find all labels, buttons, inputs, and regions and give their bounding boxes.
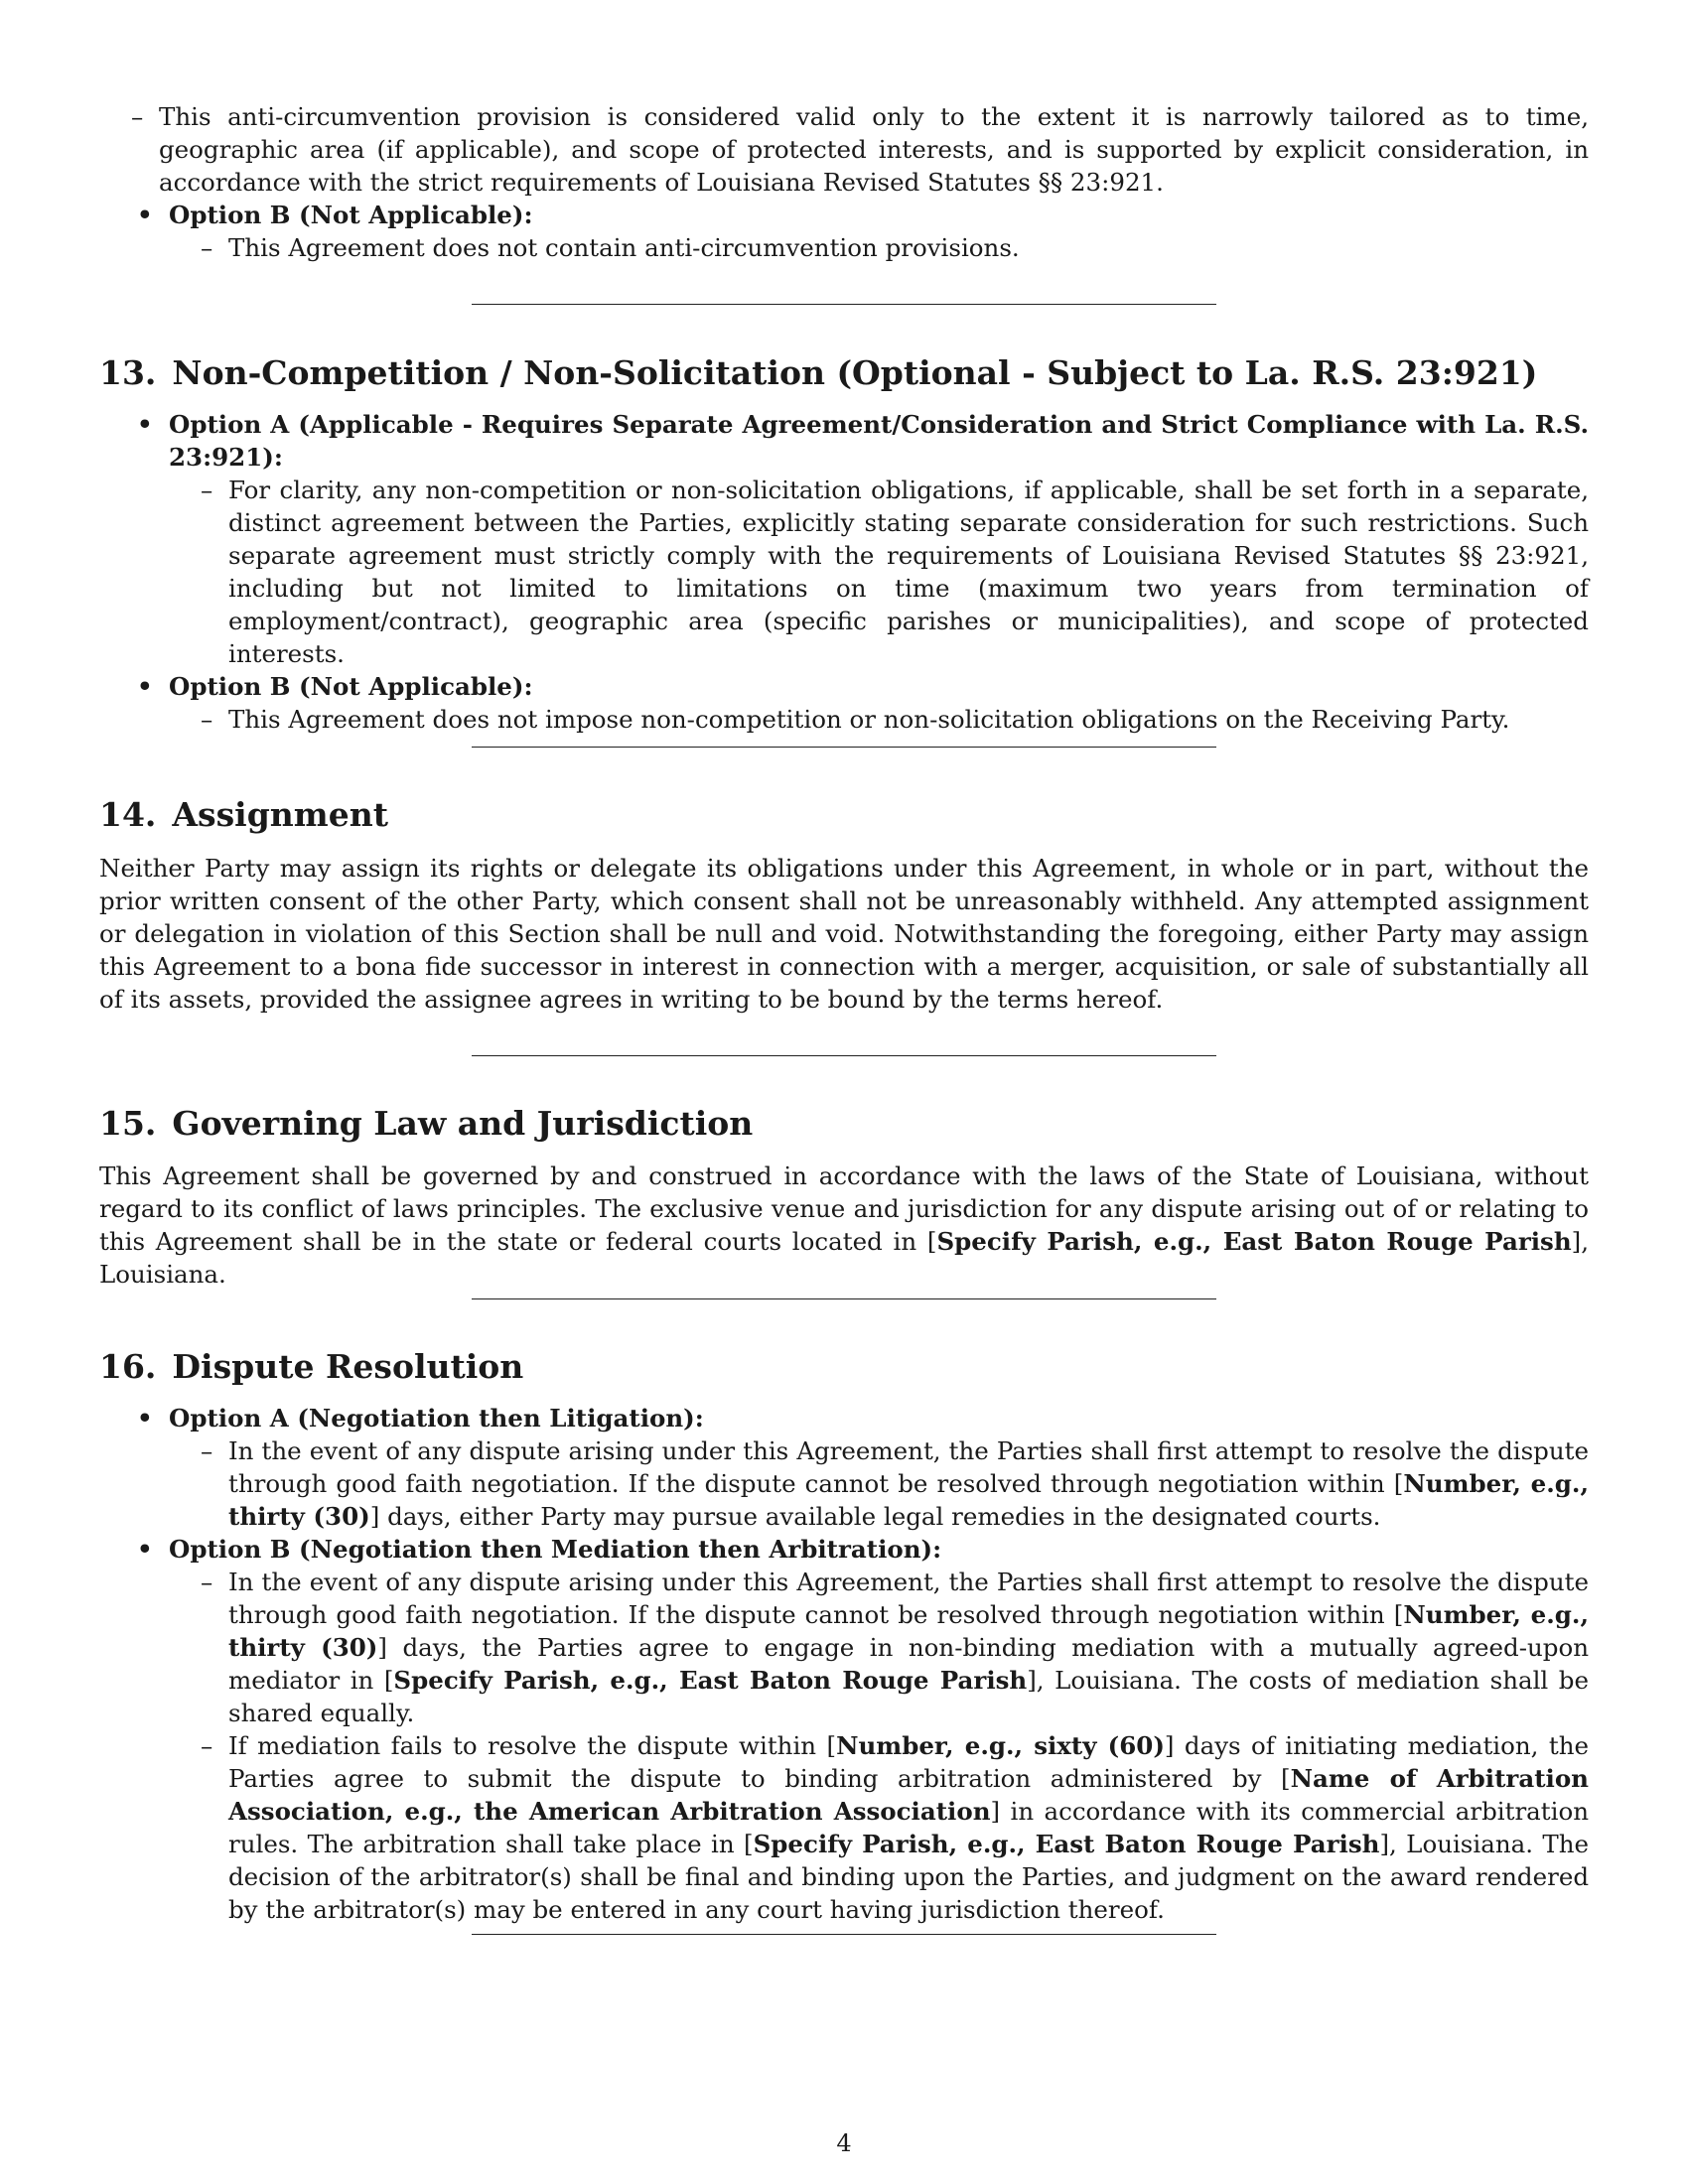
dash-marker: –	[131, 102, 144, 131]
section-16-heading	[99, 1347, 1589, 1387]
page-number: 4	[836, 2129, 852, 2157]
placeholder-parish: Specify Parish, e.g., East Baton Rouge Parish	[753, 1830, 1380, 1858]
list-item	[169, 1729, 1589, 1926]
s16-optA-text-1: In the event of any dispute arising under this Agreement, the Parties shall first attempt to resolve the dispute through good faith negotiation. If the dispute cannot be resolved through negotiation within [	[228, 1436, 1589, 1498]
bullet-marker: •	[137, 672, 153, 701]
section-13-heading	[99, 353, 1589, 393]
section-number: 14.	[99, 795, 157, 834]
s16-optB2-text-3: ] in accordance with its commercial arbitration rules. The arbitration shall take place in [	[228, 1797, 1589, 1858]
section-number: 16.	[99, 1347, 157, 1386]
list-item	[169, 1566, 1589, 1729]
s16-optB-items	[169, 1566, 1589, 1926]
section-divider	[472, 747, 1216, 748]
section-title: Non-Competition / Non-Solicitation (Optional - Subject to La. R.S. 23:921)	[172, 353, 1538, 392]
s16-optB1-text-2: ] days, the Parties agree to engage in non-binding mediation with a mutually agreed-upon mediator in [	[228, 1633, 1589, 1695]
s13-option-a	[99, 408, 1589, 670]
s13-options	[99, 408, 1589, 736]
s16-optA-text-2: ] days, either Party may pursue available legal remedies in the designated courts.	[369, 1502, 1381, 1531]
section-14-body	[99, 852, 1589, 1016]
bullet-marker: •	[137, 410, 153, 439]
s13-optA-items	[169, 474, 1589, 670]
s16-optA-items	[169, 1434, 1589, 1533]
section-divider	[472, 1298, 1216, 1299]
list-item	[169, 474, 1589, 670]
s16-optB1-text-1: In the event of any dispute arising under this Agreement, the Parties shall first attempt to resolve the dispute through good faith negotiation. If the dispute cannot be resolved through negotiation within [	[228, 1568, 1589, 1629]
section-12-continuation	[99, 100, 1589, 264]
document-page	[99, 0, 1589, 2184]
s13-optB-label: Option B (Not Applicable):	[169, 672, 533, 701]
bullet-marker: •	[137, 1535, 153, 1564]
s12-option-b	[99, 199, 1589, 264]
s12-optB-label: Option B (Not Applicable):	[169, 201, 533, 229]
dash-marker: –	[201, 705, 213, 734]
s16-optA-label: Option A (Negotiation then Litigation):	[169, 1404, 704, 1433]
section-number: 15.	[99, 1104, 157, 1143]
s16-optB2-text-4: ], Louisiana. The decision of the arbitrator(s) shall be final and binding upon the Parties, and judgment on the award rendered by the arbitrator(s) may be entered in any court having jurisdiction thereof.	[228, 1830, 1589, 1924]
s16-option-a	[99, 1402, 1589, 1533]
s16-optB2-text-2: ] days of initiating mediation, the Parties agree to submit the dispute to binding arbitration administered by [	[228, 1731, 1589, 1793]
placeholder-parish: Specify Parish, e.g., East Baton Rouge Parish	[936, 1227, 1572, 1256]
s16-optB2-text-1: If mediation fails to resolve the dispute within [	[228, 1731, 837, 1760]
s16-options	[99, 1402, 1589, 1926]
section-14-heading	[99, 795, 1589, 835]
section-title: Assignment	[172, 795, 388, 834]
section-title: Dispute Resolution	[172, 1347, 524, 1386]
placeholder-days: Number, e.g., thirty (30)	[228, 1469, 1589, 1531]
section-16-body	[99, 1402, 1589, 1926]
placeholder-days: Number, e.g., sixty (60)	[836, 1731, 1165, 1760]
placeholder-arbitration-association: Name of Arbitration Association, e.g., the American Arbitration Association	[228, 1764, 1589, 1826]
section-divider	[472, 1055, 1216, 1056]
section-divider	[472, 304, 1216, 305]
s12-optB-items	[169, 231, 1589, 264]
s16-optB1-text-3: ], Louisiana. The costs of mediation shall be shared equally.	[228, 1666, 1589, 1727]
list-item	[99, 100, 1589, 199]
section-15-body	[99, 1160, 1589, 1291]
list-item	[169, 703, 1589, 736]
section-15-heading	[99, 1104, 1589, 1144]
s13-optB-text: This Agreement does not impose non-competition or non-solicitation obligations on the Receiving Party.	[228, 705, 1510, 734]
section-number: 13.	[99, 353, 157, 392]
section-title: Governing Law and Jurisdiction	[172, 1104, 754, 1143]
s13-option-b	[99, 670, 1589, 736]
dash-marker: –	[201, 1436, 213, 1465]
list-item	[169, 231, 1589, 264]
placeholder-parish: Specify Parish, e.g., East Baton Rouge Parish	[393, 1666, 1028, 1695]
s16-option-b	[99, 1533, 1589, 1926]
bullet-marker: •	[137, 1404, 153, 1433]
s13-optB-items	[169, 703, 1589, 736]
list-item	[169, 1434, 1589, 1533]
section-13-body	[99, 408, 1589, 736]
placeholder-days: Number, e.g., thirty (30)	[228, 1600, 1589, 1662]
section-divider	[472, 1934, 1216, 1935]
s15-text-2: ], Louisiana.	[99, 1227, 1589, 1289]
s13-optA-label: Option A (Applicable - Requires Separate Agreement/Consideration and Strict Compliance with La. R.S. 23:921):	[169, 410, 1589, 472]
s16-optB-label: Option B (Negotiation then Mediation then Arbitration):	[169, 1535, 942, 1564]
dash-marker: –	[201, 476, 213, 504]
s12-optA-items	[99, 100, 1589, 199]
bullet-marker: •	[137, 201, 153, 229]
s15-text-1: This Agreement shall be governed by and construed in accordance with the laws of the State of Louisiana, without regard to its conflict of laws principles. The exclusive venue and jurisdiction for any dispute arising out of or relating to this Agreement shall be in the state or federal courts located in [	[99, 1161, 1589, 1256]
dash-marker: –	[201, 1568, 213, 1596]
s12-optB-text: This Agreement does not contain anti-circumvention provisions.	[228, 233, 1020, 262]
s12-optA-text: This anti-circumvention provision is considered valid only to the extent it is narrowly tailored as to time, geographic area (if applicable), and scope of protected interests, and is supported by explicit consideration, in accordance with the strict requirements of Louisiana Revised Statutes §§ 23:921.	[159, 102, 1589, 197]
s14-paragraph: Neither Party may assign its rights or delegate its obligations under this Agreement, in whole or in part, without the prior written consent of the other Party, which consent shall not be unreasonably withheld. Any attempted assignment or delegation in violation of this Section shall be null and void. Notwithstanding the foregoing, either Party may assign this Agreement to a bona fide successor in interest in connection with a merger, acquisition, or sale of substantially all of its assets, provided the assignee agrees in writing to be bound by the terms hereof.	[99, 854, 1589, 1014]
dash-marker: –	[201, 233, 213, 262]
s13-optA-text: For clarity, any non-competition or non-solicitation obligations, if applicable, shall be set forth in a separate, distinct agreement between the Parties, explicitly stating separate consideration for such restrictions. Such separate agreement must strictly comply with the requirements of Louisiana Revised Statutes §§ 23:921, including but not limited to limitations on time (maximum two years from termination of employment/contract), geographic area (specific parishes or municipalities), and scope of protected interests.	[228, 476, 1589, 668]
dash-marker: –	[201, 1731, 213, 1760]
s12-options	[99, 199, 1589, 264]
